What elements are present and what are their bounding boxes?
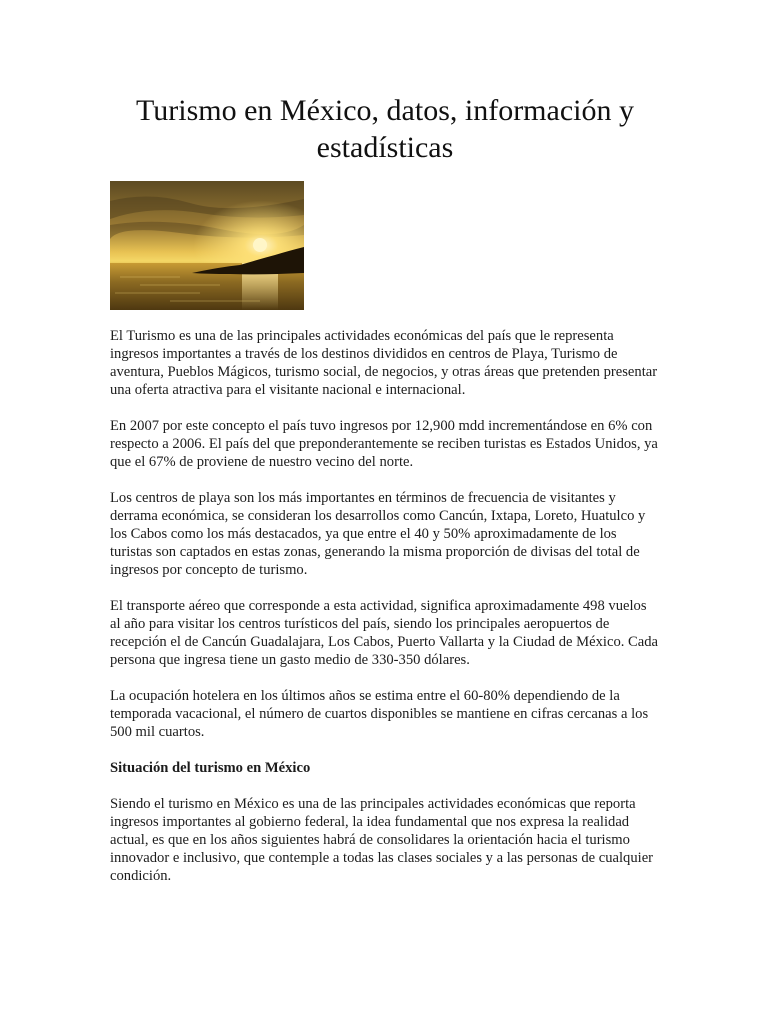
paragraph: El Turismo es una de las principales actividades económicas del país que le representa ingresos importantes a través de los destinos divididos en centros de Playa, Turismo de aventura, Pueblos Mágicos, turismo social, de negocios, y otras áreas que pretenden presentar una oferta atractiva para el visitante nacional e internacional.	[110, 328, 658, 398]
paragraph: La ocupación hotelera en los últimos años se estima entre el 60-80% dependiendo de la temporada vacacional, el número de cuartos disponibles se mantiene en cifras cercanas a los 500 mil cuartos.	[110, 688, 649, 740]
page-title: Turismo en México, datos, información y estadísticas	[135, 94, 634, 164]
paragraph: En 2007 por este concepto el país tuvo ingresos por 12,900 mdd incrementándose en 6% con respecto a 2006. El país del que preponderantemente se reciben turistas es Estados Unidos, ya que el 67% de proviene de nuestro vecino del norte.	[110, 418, 658, 470]
paragraph: Los centros de playa son los más importantes en términos de frecuencia de visitantes y derrama económica, se consideran los desarrollos como Cancún, Ixtapa, Loreto, Huatulco y los Cabos como los más destacados, ya que entre el 40 y 50% aproximadamente de los turistas son captados en estas zonas, generando la misma proporción de divisas del total de ingresos por concepto de turismo.	[110, 490, 646, 578]
sun	[253, 238, 267, 252]
article-body	[110, 327, 660, 903]
section-heading: Situación del turismo en México	[110, 760, 311, 776]
sunset-photo	[110, 181, 304, 310]
paragraph: El transporte aéreo que corresponde a esta actividad, significa aproximadamente 498 vuelos al año para visitar los centros turísticos del país, siendo los principales aeropuertos de recepción el de Cancún Guadalajara, Los Cabos, Puerto Vallarta y la Ciudad de México. Cada persona que ingresa tiene un gasto medio de 330-350 dólares.	[110, 598, 659, 668]
sunset-over-sea-photo	[110, 181, 304, 310]
section-paragraph: Siendo el turismo en México es una de las principales actividades económicas que reporta ingresos importantes al gobierno federal, la idea fundamental que nos expresa la realidad actual, es que en los años siguientes habrá de consolidares la orientación hacia el turismo innovador e inclusivo, que contemple a todas las clases sociales y a las personas de cualquier condición.	[110, 796, 654, 884]
